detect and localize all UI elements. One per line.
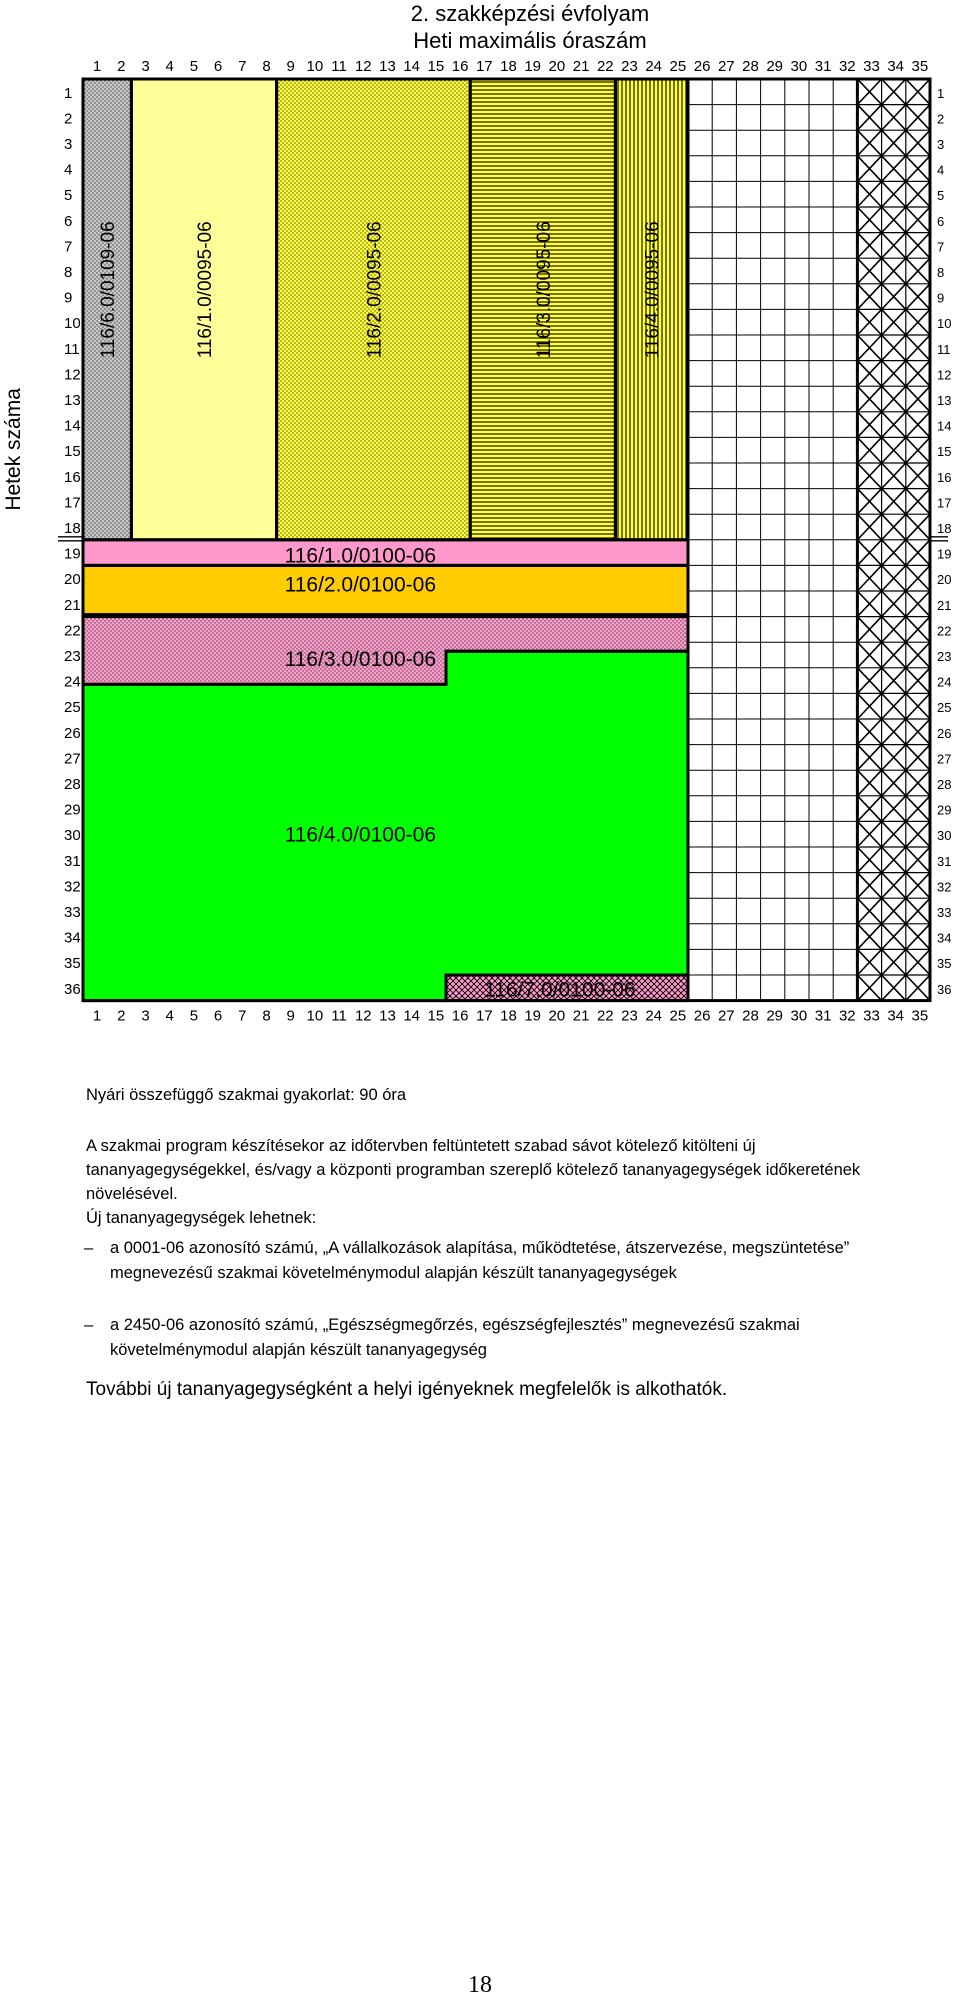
x-tick-bottom: 31 [814, 1007, 832, 1025]
list-intro: Új tananyagegységek lehetnek: [86, 1209, 317, 1227]
y-tick-right: 25 [937, 700, 952, 716]
x-tick-bottom: 20 [548, 1007, 566, 1025]
x-tick-bottom: 34 [887, 1007, 905, 1025]
x-tick-bottom: 21 [572, 1007, 590, 1025]
block-label: 116/1.0/0095-06 [195, 221, 216, 359]
x-tick-top: 11 [331, 60, 347, 75]
y-tick-left: 3 [64, 136, 73, 153]
x-tick-bottom: 1 [92, 1007, 102, 1025]
y-tick-right: 5 [937, 188, 945, 204]
y-tick-left: 9 [64, 289, 73, 307]
y-tick-left: 33 [64, 904, 81, 921]
block-label: 116/1.0/0100-06 [284, 544, 437, 568]
x-tick-top: 31 [814, 60, 832, 75]
y-tick-right: 11 [937, 341, 951, 357]
dash-marker: – [84, 1239, 94, 1257]
y-tick-right: 14 [937, 418, 952, 434]
x-tick-bottom: 9 [286, 1007, 295, 1025]
x-tick-bottom: 6 [213, 1007, 223, 1025]
y-tick-left: 27 [64, 750, 81, 768]
y-tick-left: 6 [64, 212, 73, 230]
x-tick-top: 24 [645, 60, 663, 75]
x-tick-top: 34 [887, 60, 905, 75]
block-label: 116/3.0/0100-06 [284, 647, 437, 671]
x-tick-top: 32 [838, 60, 856, 75]
y-tick-left: 14 [64, 417, 81, 435]
block-label: 116/2.0/0095-06 [364, 221, 386, 359]
y-tick-right: 32 [937, 879, 952, 895]
y-tick-right: 1 [937, 85, 945, 101]
y-axis-label: Hetek száma [2, 388, 25, 511]
y-tick-left: 15 [64, 443, 81, 461]
x-tick-bottom: 8 [262, 1007, 271, 1025]
x-tick-bottom: 28 [742, 1007, 759, 1025]
x-tick-bottom: 13 [379, 1007, 396, 1025]
x-tick-top: 5 [189, 60, 199, 75]
y-tick-left: 18 [64, 520, 81, 537]
y-tick-left: 21 [64, 596, 81, 614]
y-tick-right: 7 [937, 239, 945, 255]
x-tick-bottom: 7 [238, 1007, 247, 1025]
y-tick-left: 4 [64, 161, 73, 179]
x-tick-top: 25 [669, 60, 687, 75]
x-tick-top: 16 [451, 60, 469, 75]
x-tick-top: 14 [403, 60, 421, 75]
y-tick-right: 13 [937, 393, 952, 408]
y-tick-right: 29 [937, 802, 952, 818]
y-tick-right: 4 [937, 162, 945, 178]
y-tick-right: 9 [937, 290, 945, 306]
y-tick-right: 22 [937, 623, 952, 639]
y-tick-right: 30 [937, 828, 952, 844]
y-tick-left: 7 [64, 238, 73, 256]
x-tick-bottom: 25 [669, 1007, 687, 1025]
y-tick-left: 29 [64, 801, 81, 819]
x-tick-top: 35 [911, 60, 929, 75]
x-tick-bottom: 32 [838, 1007, 856, 1025]
x-tick-bottom: 16 [451, 1007, 469, 1025]
y-tick-left: 19 [64, 545, 81, 563]
x-tick-top: 29 [766, 60, 784, 75]
x-tick-top: 13 [379, 60, 396, 75]
y-tick-left: 31 [64, 852, 81, 870]
x-tick-bottom: 19 [524, 1007, 542, 1025]
y-tick-left: 1 [64, 84, 73, 102]
y-tick-left: 8 [64, 264, 73, 281]
x-tick-bottom: 17 [475, 1007, 493, 1025]
y-tick-right: 3 [937, 137, 945, 152]
x-tick-bottom: 12 [354, 1007, 372, 1025]
x-tick-bottom: 29 [766, 1007, 784, 1025]
y-tick-right: 24 [937, 674, 952, 690]
y-tick-right: 33 [937, 905, 952, 920]
x-tick-top: 27 [717, 60, 735, 75]
y-tick-left: 16 [64, 468, 81, 486]
x-tick-top: 20 [548, 60, 566, 75]
y-tick-right: 35 [937, 956, 952, 972]
y-tick-right: 26 [937, 725, 952, 741]
y-tick-left: 35 [64, 955, 81, 973]
y-tick-left: 10 [64, 315, 81, 333]
y-tick-left: 36 [64, 980, 81, 998]
page-number: 18 [468, 1972, 492, 1998]
x-tick-bottom: 10 [306, 1007, 324, 1025]
x-tick-bottom: 3 [141, 1007, 150, 1025]
x-tick-bottom: 18 [500, 1007, 517, 1025]
block-label: 116/3.0/0095-06 [533, 221, 555, 359]
x-tick-top: 26 [693, 60, 711, 75]
list-item-text: a 2450-06 azonosító számú, „Egészségmegőrzés, egészségfejlesztés” megnevezésű szakmai követelménymodul alapján készült tananyagegység [110, 1316, 800, 1359]
x-tick-bottom: 5 [189, 1007, 199, 1025]
x-tick-bottom: 26 [693, 1007, 711, 1025]
x-tick-top: 17 [475, 60, 493, 75]
y-tick-right: 34 [937, 930, 952, 946]
x-tick-bottom: 11 [331, 1007, 347, 1025]
x-tick-top: 8 [262, 60, 271, 75]
y-tick-right: 28 [937, 777, 952, 792]
y-tick-right: 8 [937, 265, 945, 280]
x-tick-top: 30 [790, 60, 808, 75]
y-tick-left: 26 [64, 724, 81, 742]
x-tick-top: 9 [286, 60, 295, 75]
x-tick-bottom: 2 [117, 1007, 126, 1025]
y-tick-right: 23 [937, 649, 952, 664]
y-tick-right: 12 [937, 367, 952, 383]
x-tick-top: 21 [572, 60, 590, 75]
y-tick-left: 25 [64, 699, 81, 717]
x-tick-top: 10 [306, 60, 324, 75]
list-item [84, 1313, 920, 1363]
y-tick-left: 23 [64, 648, 81, 665]
y-tick-right: 36 [937, 981, 952, 997]
y-tick-right: 17 [937, 495, 952, 511]
y-tick-right: 27 [937, 751, 952, 767]
y-tick-right: 31 [937, 853, 952, 869]
block-label: 116/4.0/0095-06 [642, 221, 664, 359]
timetable-chart [0, 60, 960, 1060]
y-tick-right: 15 [937, 444, 952, 460]
x-tick-top: 2 [117, 60, 126, 75]
x-tick-bottom: 33 [863, 1007, 880, 1025]
y-tick-left: 22 [64, 622, 81, 640]
y-tick-right: 6 [937, 213, 945, 229]
y-tick-right: 16 [937, 469, 952, 485]
x-tick-top: 6 [213, 60, 223, 75]
y-tick-left: 2 [64, 110, 73, 128]
y-tick-left: 32 [64, 878, 81, 896]
x-tick-bottom: 14 [403, 1007, 421, 1025]
x-tick-bottom: 4 [165, 1007, 174, 1025]
y-tick-left: 11 [64, 340, 80, 358]
x-tick-top: 22 [596, 60, 614, 75]
y-tick-left: 5 [64, 187, 73, 205]
x-tick-top: 19 [524, 60, 542, 75]
x-tick-top: 23 [621, 60, 638, 75]
x-tick-bottom: 23 [621, 1007, 638, 1025]
block-label: 116/6.0/0109-06 [98, 221, 120, 359]
y-tick-left: 17 [64, 494, 81, 512]
x-tick-bottom: 22 [596, 1007, 614, 1025]
y-tick-right: 10 [937, 316, 952, 332]
list-item [84, 1236, 920, 1286]
y-tick-right: 21 [937, 597, 952, 613]
x-tick-bottom: 15 [427, 1007, 445, 1025]
summer-practice-note: Nyári összefüggő szakmai gyakorlat: 90 óra [86, 1086, 407, 1104]
page-title: 2. szakképzési évfolyam [410, 1, 650, 26]
y-tick-left: 30 [64, 827, 81, 845]
program-paragraph: A szakmai program készítésekor az időtervben feltüntetett szabad sávot kötelező kitölteni új tananyagegységekkel, és/vagy a központi programban szereplő kötelező tananyagegységek időkeretének növelésével. [86, 1137, 861, 1203]
y-tick-left: 28 [64, 776, 81, 793]
page-subtitle: Heti maximális óraszám [413, 28, 647, 53]
y-tick-left: 13 [64, 392, 81, 409]
x-tick-top: 4 [165, 60, 174, 75]
block-label: 116/2.0/0100-06 [284, 573, 437, 597]
x-tick-top: 1 [92, 60, 102, 75]
x-tick-top: 7 [238, 60, 247, 75]
y-tick-left: 34 [64, 929, 81, 947]
y-tick-right: 2 [937, 111, 945, 127]
block-label: 116/7.0/0100-06 [484, 978, 636, 1002]
x-tick-top: 15 [427, 60, 445, 75]
x-tick-top: 12 [354, 60, 372, 75]
x-tick-top: 3 [141, 60, 150, 75]
x-tick-bottom: 24 [645, 1007, 663, 1025]
x-tick-top: 28 [742, 60, 759, 75]
x-tick-top: 18 [500, 60, 517, 75]
y-tick-left: 24 [64, 673, 81, 691]
y-tick-left: 12 [64, 366, 81, 384]
x-tick-bottom: 27 [717, 1007, 735, 1025]
x-tick-top: 33 [863, 60, 880, 75]
x-tick-bottom: 35 [911, 1007, 929, 1025]
list-item-text: a 0001-06 azonosító számú, „A vállalkozások alapítása, működtetése, átszervezése, megszüntetése” megnevezésű szakmai követelménymodul alapján készült tananyagegységek [110, 1239, 850, 1282]
dash-marker: – [84, 1316, 94, 1334]
y-tick-right: 19 [937, 546, 952, 562]
block-label: 116/4.0/0100-06 [284, 823, 437, 847]
x-tick-bottom: 30 [790, 1007, 808, 1025]
closing-sentence: További új tananyagegységként a helyi igényeknek megfelelők is alkothatók. [86, 1379, 728, 1400]
y-tick-left: 20 [64, 571, 81, 589]
y-tick-right: 20 [937, 572, 952, 588]
y-tick-right: 18 [937, 521, 952, 536]
